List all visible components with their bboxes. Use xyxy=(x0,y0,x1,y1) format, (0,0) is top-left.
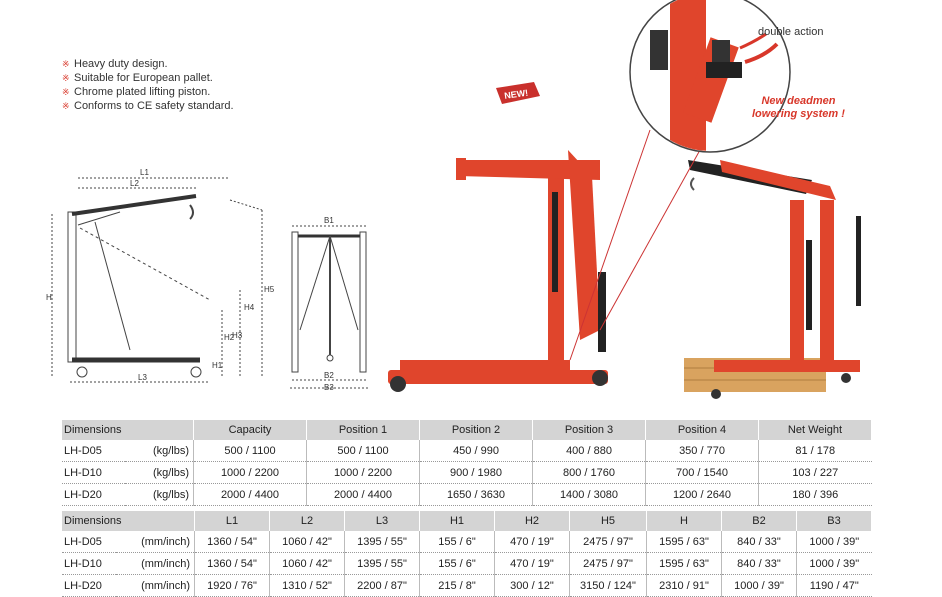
col-header: B3 xyxy=(797,511,872,531)
feature-item: ※ Heavy duty design. xyxy=(62,58,168,70)
table-row: LH-D05 (kg/lbs) 500 / 1100 500 / 1100 450 / 990 400 / 880 350 / 770 81 / 178 xyxy=(62,440,872,462)
label-h1: H1 xyxy=(212,361,223,370)
front-view-drawing xyxy=(290,226,368,388)
col-header: Capacity xyxy=(194,420,307,440)
label-h3: H3 xyxy=(232,331,243,340)
label-h5: H5 xyxy=(264,285,275,294)
col-header: Position 1 xyxy=(307,420,420,440)
col-header: H5 xyxy=(570,511,647,531)
feature-item: ※ Conforms to CE safety standard. xyxy=(62,100,234,112)
label-l2: L2 xyxy=(130,179,139,188)
feature-item: ※ Suitable for European pallet. xyxy=(62,72,213,84)
table-row: LH-D20 (kg/lbs) 2000 / 4400 2000 / 4400 1650 / 3630 1400 / 3080 1200 / 2640 180 / 396 xyxy=(62,484,872,506)
feature-item: ※ Chrome plated lifting piston. xyxy=(62,86,211,98)
col-header: L2 xyxy=(270,511,345,531)
badge-text: NEW! xyxy=(503,87,529,101)
deadmen-label: New deadmen lowering system ! xyxy=(752,95,845,120)
col-header: Position 3 xyxy=(533,420,646,440)
label-l3: L3 xyxy=(138,373,147,382)
table-row: LH-D10 (mm/inch) 1360 / 54" 1060 / 42" 1395 / 55" 155 / 6" 470 / 19" 2475 / 97" 1595 / 63" 840 / 33" 1000 / 39" xyxy=(62,553,872,575)
col-header: Net Weight xyxy=(759,420,872,440)
dimensions-table xyxy=(62,511,872,597)
table-row: LH-D10 (kg/lbs) 1000 / 2200 1000 / 2200 900 / 1980 800 / 1760 700 / 1540 103 / 227 xyxy=(62,462,872,484)
label-b2: B2 xyxy=(324,371,334,380)
side-view-drawing xyxy=(52,178,262,382)
col-header: L1 xyxy=(195,511,270,531)
label-h2: H2 xyxy=(224,333,235,342)
col-header: B2 xyxy=(722,511,797,531)
label-h4: H4 xyxy=(244,303,255,312)
table-row: LH-D05 (mm/inch) 1360 / 54" 1060 / 42" 1395 / 55" 155 / 6" 470 / 19" 2475 / 97" 1595 / 63" 840 / 33" 1000 / 39" xyxy=(62,531,872,553)
col-header: Position 2 xyxy=(420,420,533,440)
label-b3: B3 xyxy=(324,383,334,392)
double-action-label: double action xyxy=(758,26,824,38)
label-b1: B1 xyxy=(324,216,334,225)
bullet-icon: ※ xyxy=(62,59,70,69)
crane-photo-unloaded xyxy=(388,150,608,392)
col-header: H xyxy=(647,511,722,531)
col-header: Dimensions xyxy=(62,420,194,440)
capacity-table xyxy=(62,420,872,506)
label-l1: L1 xyxy=(140,168,149,177)
col-header: Position 4 xyxy=(646,420,759,440)
table-header-row xyxy=(62,511,872,531)
col-header: H2 xyxy=(495,511,570,531)
label-h: H xyxy=(46,293,52,302)
col-header: L3 xyxy=(345,511,420,531)
bullet-icon: ※ xyxy=(62,87,70,97)
bullet-icon: ※ xyxy=(62,73,70,83)
col-header: H1 xyxy=(420,511,495,531)
bullet-icon: ※ xyxy=(62,101,70,111)
col-header: Dimensions xyxy=(62,511,195,531)
table-header-row xyxy=(62,420,872,440)
table-row: LH-D20 (mm/inch) 1920 / 76" 1310 / 52" 2200 / 87" 215 / 8" 300 / 12" 3150 / 124" 2310 / 91" 1000 / 39" 1190 / 47" xyxy=(62,575,872,597)
crane-photo-with-pallet xyxy=(684,160,861,399)
